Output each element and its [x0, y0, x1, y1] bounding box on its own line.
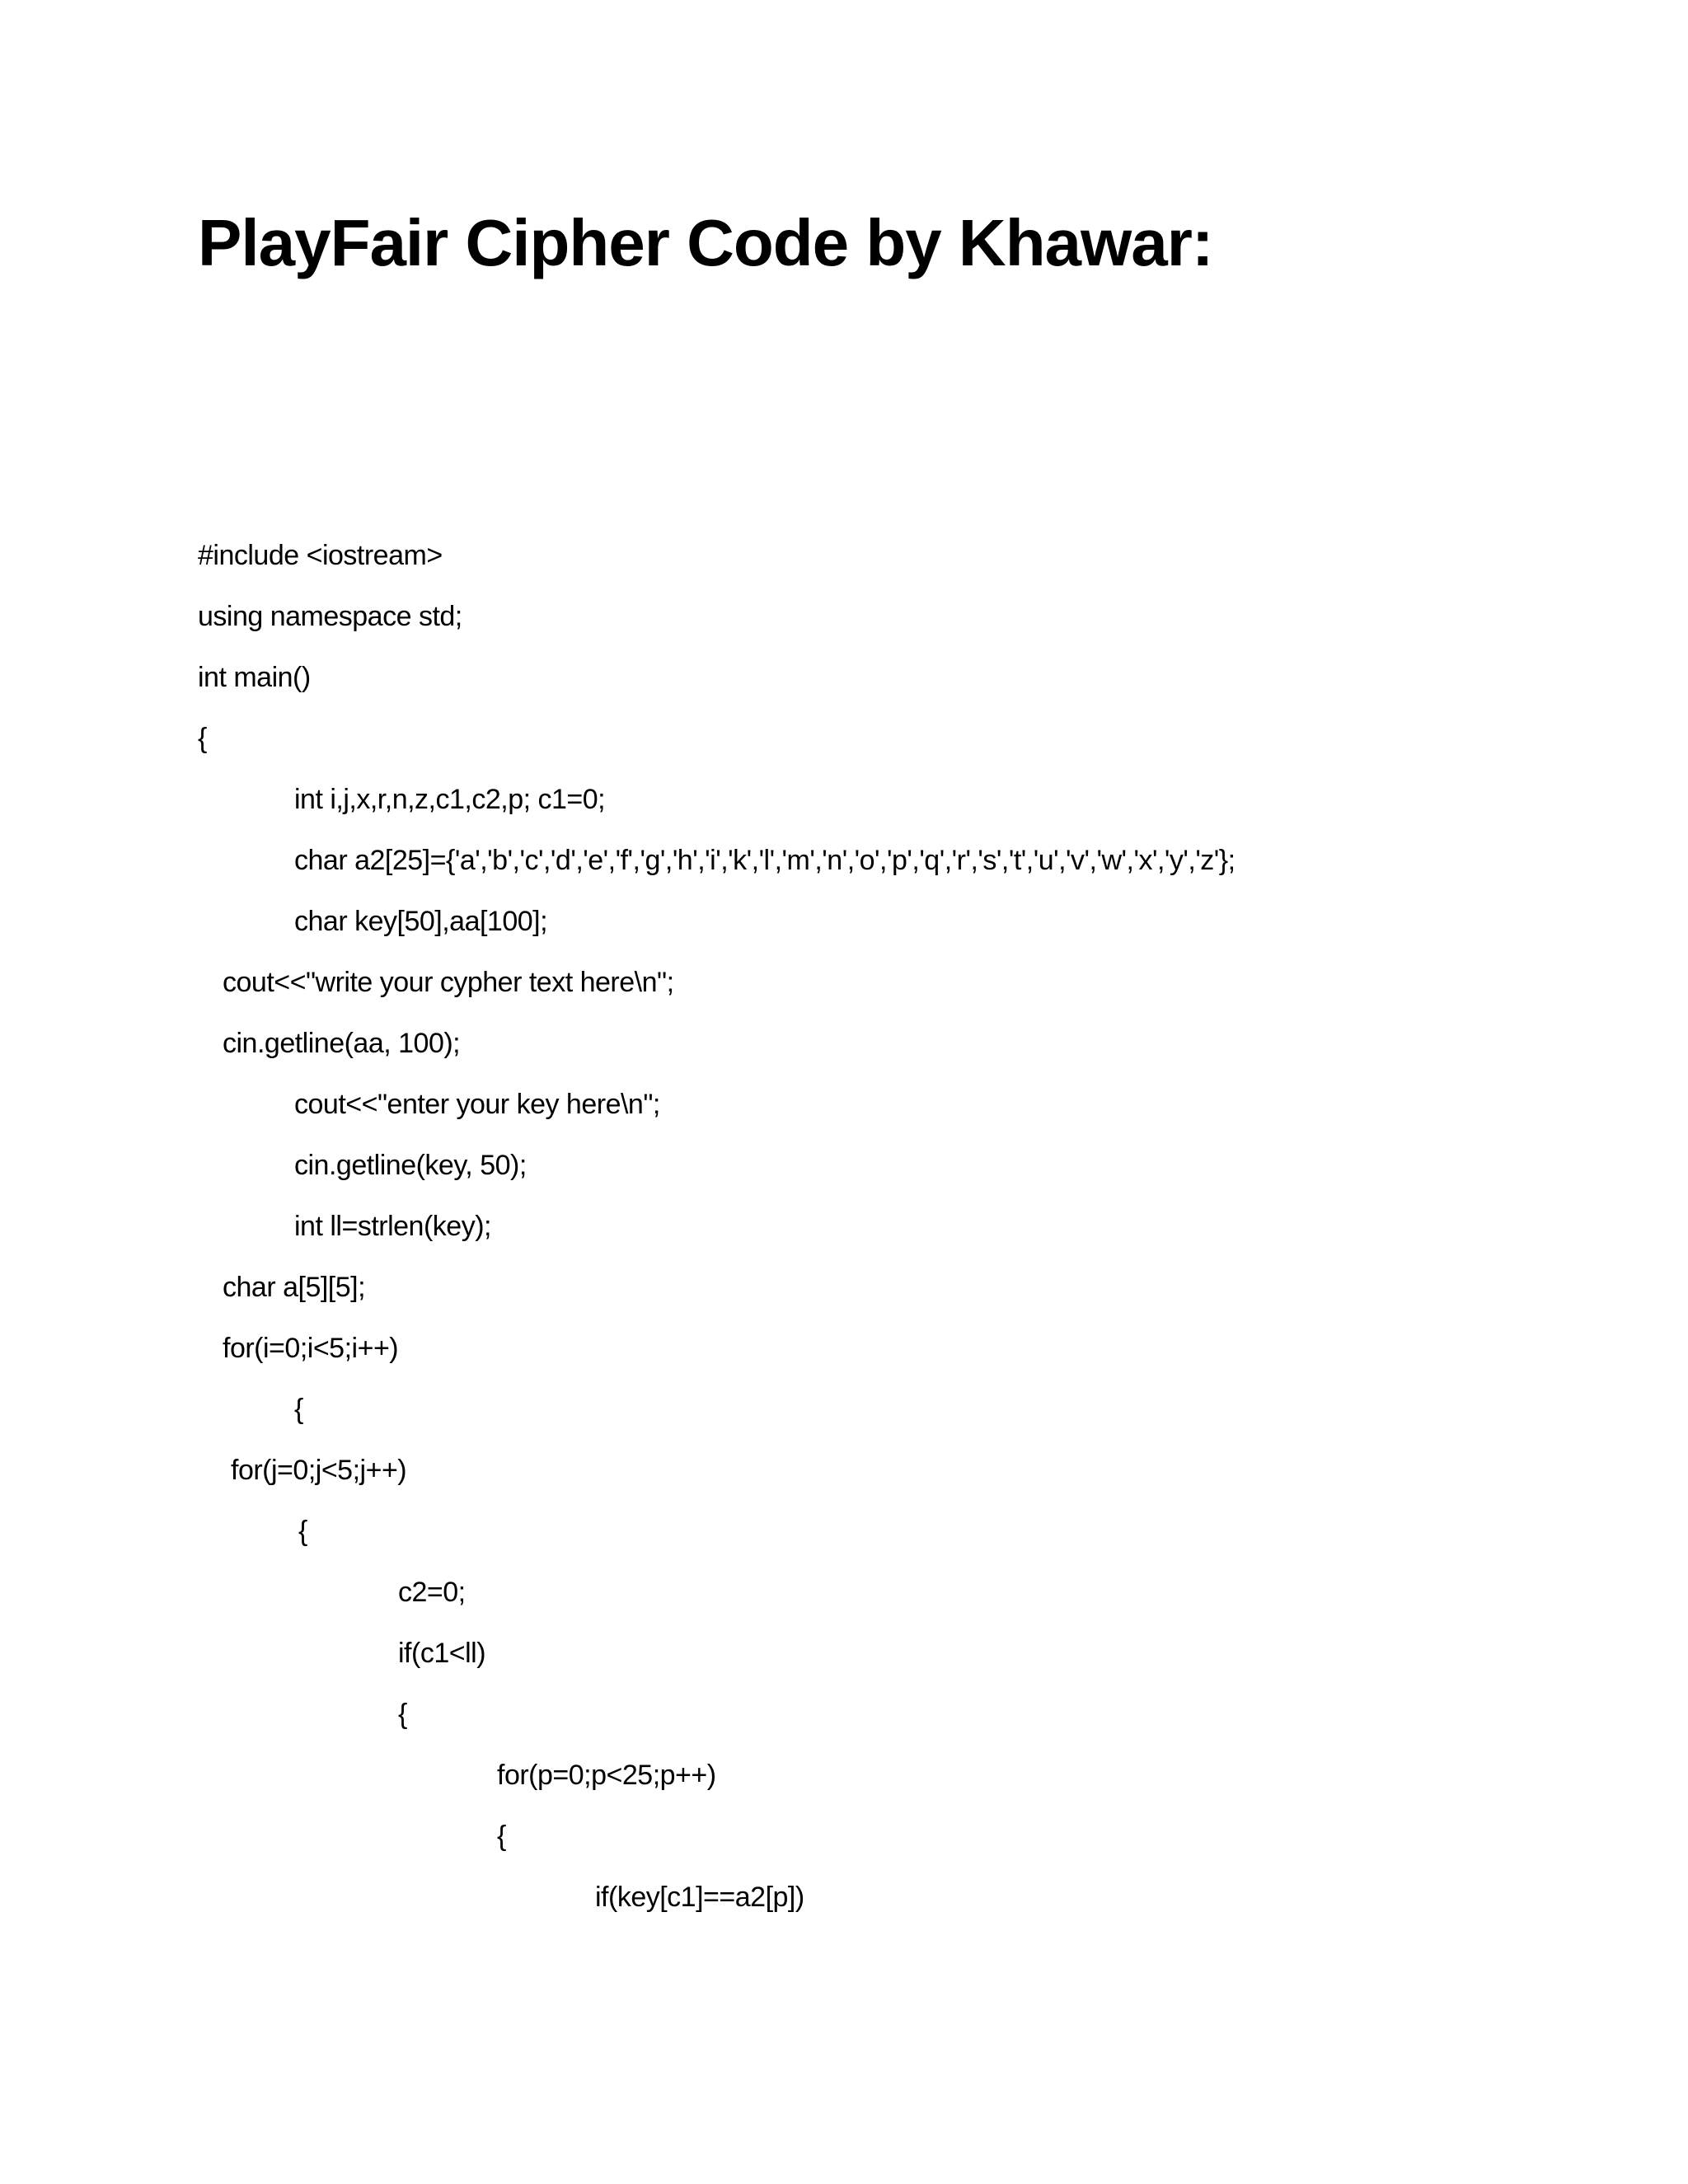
- code-line: for(j=0;j<5;j++): [231, 1455, 407, 1486]
- code-line: for(i=0;i<5;i++): [223, 1333, 399, 1364]
- code-line: using namespace std;: [198, 601, 462, 632]
- code-line: char key[50],aa[100];: [294, 906, 548, 937]
- code-line: int main(): [198, 662, 311, 693]
- code-line: int ll=strlen(key);: [294, 1211, 491, 1242]
- code-line: char a2[25]={'a','b','c','d','e','f','g','h','i','k','l','m','n','o','p','q','r','s','t','u','v','w','x','y','z'};: [294, 845, 1236, 876]
- code-line: {: [298, 1516, 307, 1547]
- code-line: cout<<"enter your key here\n";: [294, 1089, 660, 1120]
- code-line: {: [398, 1699, 407, 1730]
- code-line: c2=0;: [398, 1577, 466, 1608]
- code-line: #include <iostream>: [198, 540, 443, 571]
- code-line: cin.getline(key, 50);: [294, 1150, 527, 1181]
- code-line: char a[5][5];: [223, 1272, 366, 1303]
- code-line: cout<<"write your cypher text here\n";: [223, 967, 674, 998]
- code-line: {: [198, 723, 207, 754]
- page-title: PlayFair Cipher Code by Khawar:: [198, 206, 1213, 279]
- code-line: if(c1<ll): [398, 1638, 486, 1669]
- code-line: {: [497, 1821, 506, 1852]
- code-line: if(key[c1]==a2[p]): [595, 1882, 804, 1913]
- code-line: for(p=0;p<25;p++): [497, 1760, 716, 1791]
- code-line: cin.getline(aa, 100);: [223, 1028, 461, 1059]
- code-line: int i,j,x,r,n,z,c1,c2,p; c1=0;: [294, 784, 606, 815]
- code-line: {: [294, 1394, 303, 1425]
